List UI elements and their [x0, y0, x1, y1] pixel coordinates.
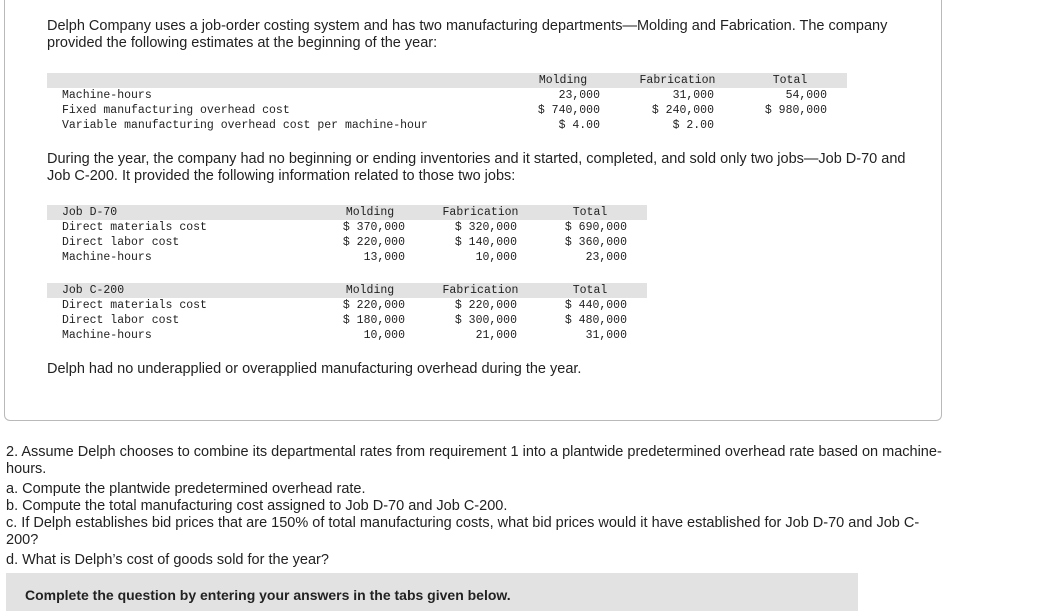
question-part-d: d. What is Delph’s cost of goods sold for the year? [6, 552, 329, 568]
estimates-row-label: Machine-hours [62, 89, 152, 102]
job-c200-row-label: Direct materials cost [62, 299, 207, 312]
instruction-banner [6, 573, 858, 611]
job-d70-title: Job D-70 [62, 206, 118, 219]
question-part-b: b. Compute the total manufacturing cost assigned to Job D-70 and Job C-200. [6, 498, 508, 514]
job-c200-title: Job C-200 [62, 284, 125, 297]
question-part-c: c. If Delph establishes bid prices that are 150% of total manufacturing costs, what bid prices would it have established for Job D-70 and Job C-200? [6, 515, 920, 548]
job-d70-row-total: $ 690,000 [564, 221, 627, 234]
estimates-row-label: Fixed manufacturing overhead cost [62, 104, 290, 117]
job-c200-row-total: 31,000 [585, 329, 627, 342]
job-d70-row-molding: $ 220,000 [342, 236, 405, 249]
job-c200-row-molding: 10,000 [363, 329, 405, 342]
instruction-text: Complete the question by entering your answers in the tabs given below. [25, 587, 511, 603]
estimates-header-fabrication: Fabrication [639, 74, 716, 87]
job-c200-row-fabrication: $ 220,000 [454, 299, 517, 312]
job-c200-row-molding: $ 180,000 [342, 314, 405, 327]
job-d70-row-molding: 13,000 [363, 251, 405, 264]
job-c200-row-label: Direct labor cost [62, 314, 180, 327]
job-d70-row-label: Direct labor cost [62, 236, 180, 249]
estimates-header-molding: Molding [538, 74, 588, 87]
job-d70-header-fabrication: Fabrication [442, 206, 519, 219]
job-c200-row-molding: $ 220,000 [342, 299, 405, 312]
job-c200-row-total: $ 480,000 [564, 314, 627, 327]
estimates-row-total: 54,000 [785, 89, 827, 102]
estimates-row-label: Variable manufacturing overhead cost per machine-hour [62, 119, 428, 132]
estimates-header-total: Total [772, 74, 808, 87]
estimates-row-fabrication: $ 240,000 [651, 104, 714, 117]
intro-text: Delph Company uses a job-order costing system and has two manufacturing departments—Molding and Fabrication. The company provided the following estimates at the beginning of the year: [47, 18, 888, 51]
job-c200-row-label: Machine-hours [62, 329, 152, 342]
estimates-row-fabrication: 31,000 [672, 89, 714, 102]
estimates-row-fabrication: $ 2.00 [672, 119, 714, 132]
job-d70-header-molding: Molding [345, 206, 395, 219]
overhead-note: Delph had no underapplied or overapplied manufacturing overhead during the year. [47, 361, 582, 377]
middle-text: During the year, the company had no beginning or ending inventories and it started, completed, and sold only two jobs—Job D-70 and Job C-200. It provided the following information related to those two jobs: [47, 151, 906, 184]
job-d70-row-label: Machine-hours [62, 251, 152, 264]
estimates-row-molding: 23,000 [558, 89, 600, 102]
job-d70-row-molding: $ 370,000 [342, 221, 405, 234]
job-d70-row-fabrication: $ 320,000 [454, 221, 517, 234]
job-d70-header-total: Total [572, 206, 608, 219]
job-c200-header-total: Total [572, 284, 608, 297]
job-d70-row-fabrication: 10,000 [475, 251, 517, 264]
job-d70-row-total: 23,000 [585, 251, 627, 264]
job-d70-row-fabrication: $ 140,000 [454, 236, 517, 249]
estimates-header-bar [47, 73, 847, 88]
job-d70-row-total: $ 360,000 [564, 236, 627, 249]
job-c200-header-molding: Molding [345, 284, 395, 297]
question-main: 2. Assume Delph chooses to combine its departmental rates from requirement 1 into a plantwide predetermined overhead rate based on machine-hours. [6, 444, 942, 477]
job-d70-row-label: Direct materials cost [62, 221, 207, 234]
estimates-row-molding: $ 4.00 [558, 119, 600, 132]
question-part-a: a. Compute the plantwide predetermined overhead rate. [6, 481, 366, 497]
job-c200-row-total: $ 440,000 [564, 299, 627, 312]
job-c200-header-fabrication: Fabrication [442, 284, 519, 297]
estimates-row-molding: $ 740,000 [537, 104, 600, 117]
job-c200-row-fabrication: 21,000 [475, 329, 517, 342]
estimates-row-total: $ 980,000 [764, 104, 827, 117]
job-c200-row-fabrication: $ 300,000 [454, 314, 517, 327]
